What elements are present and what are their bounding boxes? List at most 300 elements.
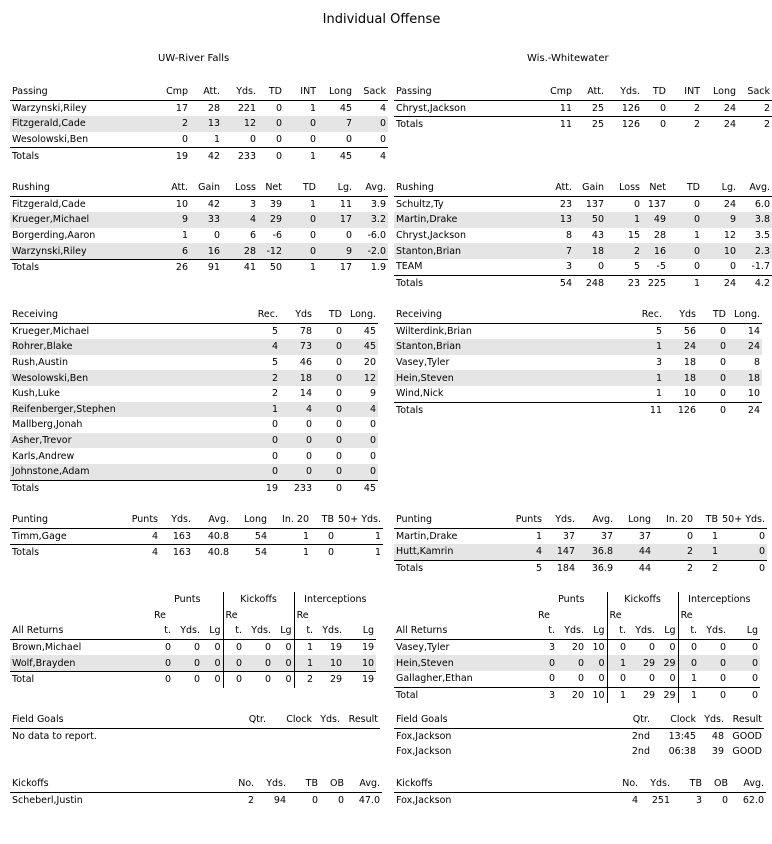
stat-cell: 1 bbox=[250, 402, 280, 418]
total-cell: 163 bbox=[160, 545, 193, 561]
totals-row bbox=[10, 259, 388, 275]
stat-cell: 9 bbox=[318, 243, 354, 259]
column-header: Re bbox=[154, 609, 167, 621]
stat-cell: 24 bbox=[723, 102, 736, 114]
stat-cell: GOOD bbox=[732, 730, 762, 742]
stat-cell: 0 bbox=[258, 116, 284, 132]
column-header bbox=[586, 608, 607, 624]
total-cell: 1 bbox=[269, 545, 311, 561]
column-header: Long bbox=[318, 84, 354, 100]
stat-cell: 24 bbox=[723, 198, 736, 210]
page-title: Individual Offense bbox=[322, 12, 441, 27]
home-passing-table bbox=[10, 84, 386, 164]
total-cell: 0 bbox=[699, 687, 728, 703]
total-cell: 24 bbox=[728, 402, 762, 418]
table-row bbox=[394, 639, 760, 655]
stat-cell: 0 bbox=[648, 673, 656, 685]
total-cell: 54 bbox=[231, 545, 269, 561]
total-cell: 23 bbox=[606, 275, 642, 291]
section-title: Kickoffs bbox=[394, 776, 612, 792]
stat-cell: 1 bbox=[691, 673, 698, 685]
stat-cell: 4 bbox=[280, 402, 314, 418]
stat-cell: 3 bbox=[695, 794, 702, 806]
stat-cell: 0 bbox=[311, 794, 318, 806]
stat-cell: 18 bbox=[664, 370, 698, 386]
total-cell: 54 bbox=[544, 275, 574, 291]
column-header: Re bbox=[294, 608, 315, 624]
total-cell: 1 bbox=[284, 259, 318, 275]
column-header: Lg bbox=[586, 623, 607, 639]
totals-row bbox=[10, 148, 388, 164]
table-row bbox=[10, 417, 378, 433]
stat-cell: 0 bbox=[344, 464, 378, 480]
away-field-goals-table bbox=[394, 712, 760, 760]
player-name: Rush,Austin bbox=[12, 357, 69, 369]
stat-cell: 0 bbox=[314, 402, 344, 418]
column-header: Att. bbox=[160, 180, 190, 196]
stat-cell: 40.8 bbox=[207, 530, 229, 542]
column-header bbox=[628, 608, 657, 624]
total-cell: 11 bbox=[544, 117, 574, 133]
section-title: All Returns bbox=[394, 623, 536, 639]
column-header: INT bbox=[668, 84, 702, 100]
stat-cell: 1 bbox=[213, 134, 220, 146]
column-header: Re bbox=[678, 608, 699, 624]
stat-cell: 0 bbox=[337, 794, 344, 806]
stat-cell: 6 bbox=[160, 243, 190, 259]
total-cell: 45 bbox=[344, 480, 378, 496]
stat-cell: 50 bbox=[574, 212, 606, 228]
stat-cell: 39 bbox=[269, 198, 282, 210]
stat-cell: 43 bbox=[591, 230, 604, 242]
total-cell: 20 bbox=[557, 687, 586, 703]
table-row bbox=[394, 243, 772, 259]
column-header: Lg. bbox=[702, 180, 738, 196]
stat-cell: 0 bbox=[314, 339, 344, 355]
column-header: Lg bbox=[202, 623, 223, 639]
header-row bbox=[394, 307, 762, 323]
column-header: Punts bbox=[508, 512, 544, 528]
player-name: Hein,Steven bbox=[394, 370, 634, 386]
stat-cell: 17 bbox=[175, 102, 188, 114]
player-name: Karls,Andrew bbox=[12, 450, 75, 462]
stat-cell: 8 bbox=[753, 357, 760, 369]
stat-cell: 14 bbox=[747, 325, 760, 337]
stat-cell: 8 bbox=[565, 230, 572, 242]
table-row bbox=[10, 116, 388, 132]
player-name: Wilterdink,Brian bbox=[396, 325, 472, 337]
total-cell: 1 bbox=[284, 148, 318, 164]
stat-cell: 1 bbox=[655, 388, 662, 400]
totals-label: Totals bbox=[394, 560, 508, 576]
player-name: Wind,Nick bbox=[396, 388, 444, 400]
total-cell: 24 bbox=[702, 275, 738, 291]
table-row bbox=[10, 639, 376, 655]
totals-label: Totals bbox=[394, 402, 634, 418]
stat-cell: 0 bbox=[327, 530, 334, 542]
stat-cell: 9 bbox=[160, 212, 190, 228]
column-header: OB bbox=[320, 776, 346, 792]
column-header bbox=[244, 608, 273, 624]
stat-cell: 2 bbox=[763, 102, 770, 114]
stat-cell: 1 bbox=[181, 230, 188, 242]
stat-cell: 73 bbox=[280, 339, 314, 355]
section-title: Passing bbox=[10, 84, 160, 100]
total-cell: 41 bbox=[222, 259, 258, 275]
stat-cell: 10 bbox=[747, 388, 760, 400]
column-header: Avg. bbox=[346, 776, 382, 792]
stat-cell: 44 bbox=[615, 544, 653, 560]
header-row bbox=[10, 776, 382, 792]
total-cell: 0 bbox=[642, 117, 668, 133]
player-name: Mallberg,Jonah bbox=[12, 419, 83, 431]
total-cell: 36.9 bbox=[577, 560, 615, 576]
player-name: Hutt,Kamrin bbox=[394, 544, 508, 560]
stat-cell: 56 bbox=[683, 325, 696, 337]
total-cell: 2 bbox=[294, 671, 315, 687]
total-cell: 1.9 bbox=[354, 259, 388, 275]
column-header: Avg. bbox=[577, 512, 615, 528]
stat-cell: -5 bbox=[656, 261, 666, 273]
table-row bbox=[394, 259, 772, 275]
stat-cell: 10 bbox=[344, 655, 376, 671]
stat-cell: 0 bbox=[202, 639, 223, 655]
total-cell: 184 bbox=[544, 560, 577, 576]
stat-cell: 10 bbox=[586, 639, 607, 655]
column-header: Long bbox=[615, 512, 653, 528]
totals-label: Totals bbox=[10, 259, 160, 275]
total-cell: 40.8 bbox=[193, 545, 231, 561]
column-header: Long. bbox=[344, 307, 378, 323]
table-row bbox=[394, 339, 762, 355]
column-header: 50+ Yds. bbox=[720, 512, 767, 528]
column-header: TD bbox=[698, 307, 728, 323]
total-cell: 10 bbox=[586, 687, 607, 703]
player-name: Schultz,Ty bbox=[396, 198, 444, 210]
stat-cell: 12 bbox=[344, 370, 378, 386]
total-cell: 50 bbox=[258, 259, 284, 275]
stat-cell: 0 bbox=[335, 325, 342, 337]
totals-label: Total bbox=[394, 687, 536, 703]
table-row bbox=[10, 196, 388, 212]
player-name: Gallagher,Ethan bbox=[396, 673, 473, 685]
table-row bbox=[394, 355, 762, 371]
column-header: Long bbox=[702, 84, 738, 100]
away-punting-table bbox=[394, 512, 765, 576]
total-cell: 2 bbox=[653, 560, 695, 576]
stat-cell: 1 bbox=[695, 544, 720, 560]
column-header: Yds. bbox=[628, 623, 657, 639]
return-group-header: Interceptions bbox=[294, 592, 376, 608]
section-title: All Returns bbox=[10, 623, 152, 639]
table-row bbox=[10, 433, 378, 449]
table-row bbox=[394, 228, 772, 244]
column-header: Result bbox=[342, 712, 380, 728]
stat-cell: 5 bbox=[655, 325, 662, 337]
totals-label: Totals bbox=[394, 275, 544, 291]
stat-cell: 0 bbox=[698, 370, 728, 386]
stat-cell: 36.8 bbox=[577, 544, 615, 560]
column-header: Lg. bbox=[318, 180, 354, 196]
player-name: Fox,Jackson bbox=[396, 746, 452, 758]
stat-cell: 5 bbox=[633, 261, 640, 273]
stat-cell: 1 bbox=[302, 530, 309, 542]
stat-cell: 3 bbox=[565, 261, 572, 273]
stat-cell: 0 bbox=[369, 419, 376, 431]
stat-cell: 2 bbox=[250, 370, 280, 386]
table-row bbox=[394, 792, 766, 808]
section-title: Kickoffs bbox=[10, 776, 228, 792]
column-header: Loss bbox=[606, 180, 642, 196]
column-header: Lg bbox=[657, 623, 678, 639]
column-header: Att. bbox=[190, 84, 222, 100]
player-name: Fox,Jackson bbox=[396, 730, 452, 742]
column-header: Punts bbox=[124, 512, 160, 528]
player-name: Martin,Drake bbox=[394, 212, 544, 228]
stat-cell: 13 bbox=[190, 116, 222, 132]
stat-cell: 1 bbox=[309, 198, 316, 210]
stat-cell: 06:38 bbox=[668, 746, 696, 758]
stat-cell: 0 bbox=[699, 655, 728, 671]
home-field-goals-table bbox=[10, 712, 376, 744]
stat-cell: 0 bbox=[633, 198, 640, 210]
total-cell: 29 bbox=[657, 687, 678, 703]
stat-cell: 0 bbox=[164, 642, 171, 654]
table-row bbox=[10, 370, 378, 386]
stat-cell: 12 bbox=[222, 116, 258, 132]
stat-cell: 0 bbox=[693, 198, 700, 210]
stat-cell: 2 bbox=[693, 102, 700, 114]
stat-cell: 62.0 bbox=[742, 794, 764, 806]
no-data-message: No data to report. bbox=[12, 730, 97, 742]
column-header: t. bbox=[536, 623, 557, 639]
total-cell: 1 bbox=[607, 687, 628, 703]
player-name: Reifenberger,Stephen bbox=[10, 402, 250, 418]
totals-row bbox=[394, 275, 772, 291]
header-row bbox=[394, 776, 766, 792]
stat-cell: 0 bbox=[273, 639, 294, 655]
header-row bbox=[394, 712, 764, 728]
total-cell: 44 bbox=[615, 560, 653, 576]
total-cell: 0 bbox=[273, 671, 294, 687]
player-name: Hein,Steven bbox=[394, 655, 536, 671]
player-name: Johnstone,Adam bbox=[10, 464, 250, 480]
column-header: TD bbox=[284, 180, 318, 196]
stat-cell: 1 bbox=[309, 102, 316, 114]
column-header: t. bbox=[223, 623, 244, 639]
column-header: Avg. bbox=[738, 180, 772, 196]
stat-cell: 221 bbox=[237, 102, 256, 114]
stat-cell: 0 bbox=[720, 642, 727, 654]
stat-cell: 0 bbox=[379, 134, 386, 146]
return-group-header: Kickoffs bbox=[607, 592, 678, 608]
total-cell: 1 bbox=[336, 545, 383, 561]
stat-cell: 4 bbox=[631, 794, 638, 806]
stat-cell: 0 bbox=[264, 642, 272, 654]
stat-cell: 45 bbox=[339, 102, 352, 114]
column-header bbox=[173, 608, 202, 624]
stat-cell: 0 bbox=[213, 230, 220, 242]
column-header bbox=[273, 608, 294, 624]
return-group-header: Interceptions bbox=[678, 592, 760, 608]
table-row bbox=[10, 228, 388, 244]
column-header: t. bbox=[152, 623, 173, 639]
total-cell: 0 bbox=[152, 671, 173, 687]
stat-cell: 126 bbox=[621, 102, 640, 114]
player-name: Wesolowski,Ben bbox=[12, 134, 89, 146]
column-header: TB bbox=[311, 512, 336, 528]
stat-cell: 0 bbox=[693, 261, 700, 273]
header-row bbox=[394, 84, 772, 100]
column-header: Clock bbox=[652, 712, 698, 728]
home-kickoffs-table bbox=[10, 776, 380, 808]
column-header: Qtr. bbox=[228, 712, 268, 728]
stat-cell: 0 bbox=[235, 642, 243, 654]
away-kickoffs-table bbox=[394, 776, 764, 808]
table-row bbox=[10, 323, 378, 339]
totals-row bbox=[394, 117, 772, 133]
column-header: Yds. bbox=[256, 776, 288, 792]
stat-cell: 45 bbox=[363, 325, 376, 337]
table-row bbox=[394, 323, 762, 339]
column-header: TB bbox=[695, 512, 720, 528]
stat-cell: 0 bbox=[284, 243, 318, 259]
column-header bbox=[657, 608, 678, 624]
column-header: Yds. bbox=[222, 84, 258, 100]
totals-label: Total bbox=[10, 671, 152, 687]
stat-cell: 0 bbox=[758, 530, 765, 542]
stat-cell: 1 bbox=[535, 530, 542, 542]
player-name: Martin,Drake bbox=[396, 530, 458, 542]
stat-cell: 4 bbox=[151, 530, 158, 542]
stat-cell: 0 bbox=[597, 261, 604, 273]
stat-cell: 0 bbox=[345, 134, 352, 146]
total-cell: 233 bbox=[280, 480, 314, 496]
total-cell: 0 bbox=[314, 480, 344, 496]
header-row bbox=[10, 180, 388, 196]
player-name: Vasey,Tyler bbox=[396, 642, 450, 654]
stat-cell: 42 bbox=[207, 198, 220, 210]
total-cell: 4.2 bbox=[738, 275, 772, 291]
totals-label: Totals bbox=[10, 148, 160, 164]
total-cell: 29 bbox=[628, 687, 657, 703]
stat-cell: 78 bbox=[299, 325, 312, 337]
total-cell: 29 bbox=[315, 671, 344, 687]
section-title: Receiving bbox=[10, 307, 250, 323]
column-header bbox=[557, 608, 586, 624]
stat-cell: 163 bbox=[172, 530, 191, 542]
column-header: Long bbox=[231, 512, 269, 528]
column-header: t. bbox=[294, 623, 315, 639]
total-cell: 0 bbox=[311, 545, 336, 561]
stat-cell: 3.9 bbox=[370, 198, 386, 210]
column-header: In. 20 bbox=[269, 512, 311, 528]
stat-cell: 48 bbox=[711, 730, 724, 742]
column-header: Cmp bbox=[544, 84, 574, 100]
team-name-away: Wis.-Whitewater bbox=[527, 53, 609, 64]
total-cell: 0 bbox=[258, 148, 284, 164]
stat-cell: 9 bbox=[702, 212, 738, 228]
stat-cell: -12 bbox=[258, 243, 284, 259]
stat-cell: 94 bbox=[273, 794, 286, 806]
column-header: Loss bbox=[222, 180, 258, 196]
stat-cell: 18 bbox=[280, 370, 314, 386]
stat-cell: 0 bbox=[728, 655, 760, 671]
stat-cell: 1 bbox=[374, 530, 381, 542]
total-cell: 25 bbox=[574, 117, 606, 133]
stat-cell: 0 bbox=[586, 671, 607, 687]
column-header: Re bbox=[538, 609, 551, 621]
stat-cell: 0 bbox=[648, 642, 656, 654]
total-cell: 11 bbox=[634, 402, 664, 418]
column-header: Yds. bbox=[173, 623, 202, 639]
player-name: Fox,Jackson bbox=[396, 794, 452, 806]
column-header: 50+ Yds. bbox=[336, 512, 383, 528]
column-header: Yds. bbox=[160, 512, 193, 528]
table-row bbox=[394, 655, 760, 671]
player-name: Stanton,Brian bbox=[394, 339, 634, 355]
column-header: Gain bbox=[190, 180, 222, 196]
column-header: Lg bbox=[344, 623, 376, 639]
stat-cell: 1 bbox=[693, 230, 700, 242]
total-cell: 5 bbox=[508, 560, 544, 576]
stat-cell: 0 bbox=[657, 639, 678, 655]
table-row bbox=[10, 655, 376, 671]
table-row bbox=[10, 212, 388, 228]
stat-cell: 0 bbox=[557, 655, 586, 671]
player-name: Asher,Trevor bbox=[10, 433, 250, 449]
header-row bbox=[10, 712, 380, 728]
stat-cell: 0 bbox=[173, 655, 202, 671]
table-row bbox=[10, 243, 388, 259]
total-cell: 91 bbox=[190, 259, 222, 275]
stat-cell: 0 bbox=[721, 794, 728, 806]
total-cell: 2 bbox=[695, 560, 720, 576]
stat-cell: 20 bbox=[363, 357, 376, 369]
stat-cell: 28 bbox=[207, 102, 220, 114]
stat-cell: 37 bbox=[600, 530, 613, 542]
stat-cell: 3 bbox=[655, 357, 662, 369]
away-receiving-table bbox=[394, 307, 760, 418]
section-title: Field Goals bbox=[10, 712, 228, 728]
stat-cell: 16 bbox=[190, 243, 222, 259]
stat-cell: 14 bbox=[299, 388, 312, 400]
stat-cell: 0 bbox=[659, 102, 666, 114]
total-cell: 19 bbox=[160, 148, 190, 164]
stat-cell: 2nd bbox=[631, 746, 650, 758]
column-header: Re bbox=[607, 608, 628, 624]
stat-cell: 15 bbox=[627, 230, 640, 242]
stat-cell: 0 bbox=[586, 655, 607, 671]
stat-cell: 0 bbox=[250, 464, 280, 480]
stat-cell: 0 bbox=[619, 673, 627, 685]
column-header: Att. bbox=[544, 180, 574, 196]
header-row bbox=[394, 512, 767, 528]
total-cell: 2 bbox=[738, 117, 772, 133]
stat-cell: 0 bbox=[280, 433, 314, 449]
column-header: INT bbox=[284, 84, 318, 100]
column-header: Net bbox=[258, 180, 284, 196]
column-header: Sack bbox=[738, 84, 772, 100]
table-row bbox=[394, 370, 762, 386]
column-header: Att. bbox=[574, 84, 606, 100]
stat-cell: 24 bbox=[728, 339, 762, 355]
stat-cell: 0 bbox=[284, 116, 318, 132]
stat-cell: 39 bbox=[711, 746, 724, 758]
stat-cell: 0 bbox=[354, 116, 388, 132]
header-row bbox=[10, 512, 383, 528]
stat-cell: 33 bbox=[190, 212, 222, 228]
